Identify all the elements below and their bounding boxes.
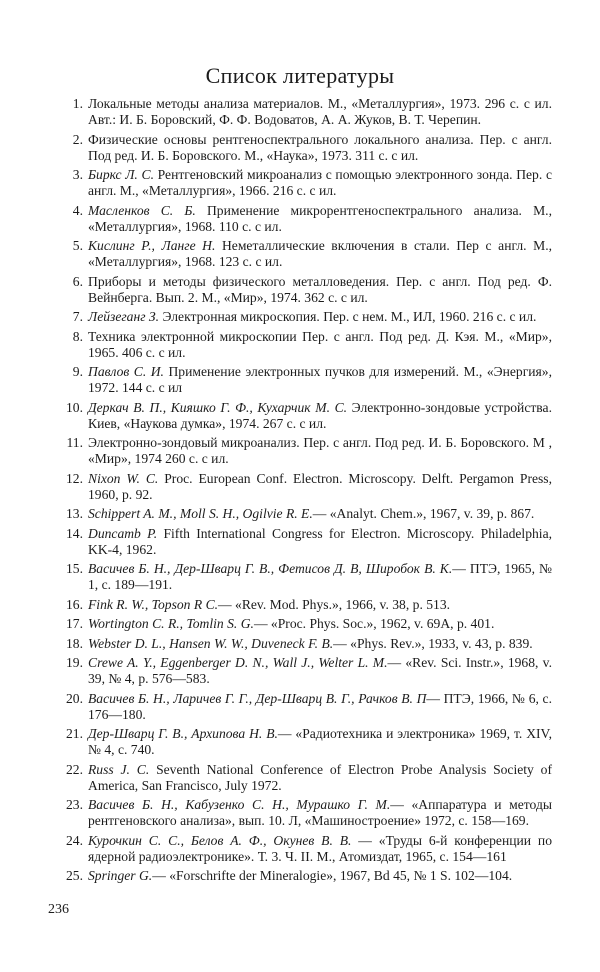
reference-authors: Биркс Л. С. [88, 167, 154, 182]
reference-text [88, 309, 552, 325]
reference-description: Proc. European Conf. Electron. Microscopy. Delft. Pergamon Press, 1960, p. 92. [88, 470, 552, 502]
reference-description: Локальные методы анализа материалов. М., «Металлургия», 1973. 296 с. с ил. Авт.: И. Б. Боровский, Ф. Ф. Водоватов, А. А. Жуков, В. Т. Черепин. [88, 96, 552, 127]
reference-number: 18. [66, 635, 83, 651]
reference-number: 3. [72, 167, 83, 182]
reference-item [54, 435, 552, 467]
reference-item [54, 506, 552, 522]
reference-number: 13. [66, 506, 83, 521]
reference-item [54, 329, 552, 361]
reference-item [54, 597, 552, 613]
reference-authors: Springer G. [88, 868, 153, 883]
reference-number: 14. [66, 525, 83, 541]
reference-text [88, 167, 552, 199]
reference-item [54, 797, 552, 829]
reference-authors: Павлов С. И. [88, 364, 164, 379]
reference-description: — «Rev. Sci. Instr.», 1968, v. 39, № 4, p. 576—583. [88, 655, 552, 686]
reference-authors: Кислинг Р., Ланге Н. [88, 238, 216, 253]
reference-description: — «Rev. Mod. Phys.», 1966, v. 38, p. 513. [218, 596, 451, 612]
reference-text [88, 238, 552, 270]
reference-number: 12. [66, 470, 83, 486]
reference-text [88, 762, 552, 794]
reference-text [88, 506, 552, 522]
reference-text [88, 833, 552, 865]
reference-authors: Масленков С. Б. [88, 202, 196, 218]
reference-description: — «Analyt. Chem.», 1967, v. 39, p. 867. [312, 506, 535, 521]
reference-text [88, 868, 552, 884]
reference-list [54, 96, 552, 888]
reference-text [88, 435, 552, 467]
reference-authors: Webster D. L., Hansen W. W., Duveneck F. B. [88, 635, 334, 651]
reference-text [88, 364, 552, 396]
reference-text [88, 616, 552, 632]
reference-item [54, 616, 552, 632]
reference-number: 16. [66, 596, 83, 612]
reference-item [54, 96, 552, 128]
reference-number: 9. [72, 364, 83, 379]
reference-item [54, 364, 552, 396]
reference-text [88, 471, 552, 503]
reference-number: 2. [72, 131, 83, 147]
reference-number: 21. [66, 726, 83, 741]
reference-item [54, 132, 552, 164]
reference-number: 8. [72, 328, 83, 344]
reference-authors: Fink R. W., Topson R C. [88, 596, 219, 612]
reference-description: — «Радиотехника и электроника» 1969, т. XIV, № 4, с. 740. [88, 726, 552, 757]
reference-number: 7. [72, 309, 83, 324]
reference-description: — «Proc. Phys. Soc.», 1962, v. 69A, p. 401. [253, 616, 495, 631]
reference-number: 20. [66, 690, 83, 706]
reference-item [54, 655, 552, 687]
reference-description: Электронная микроскопия. Пер. с нем. М., ИЛ, 1960. 216 с. с ил. [159, 309, 537, 324]
reference-description: Электронно-зондовые устройства. Киев, «Наукова думка», 1974. 267 с. с ил. [88, 399, 552, 431]
reference-number: 10. [66, 399, 83, 415]
reference-authors: Schippert A. M., Moll S. H., Ogilvie R. E. [88, 506, 313, 521]
reference-text [88, 96, 552, 128]
reference-description: — «Труды 6-й конференции по ядерной радиоэлектронике». Т. 3. Ч. II. М., Атомиздат, 1965, с. 154—161 [88, 832, 552, 864]
reference-item [54, 238, 552, 270]
reference-item [54, 636, 552, 652]
reference-number: 17. [66, 616, 83, 631]
reference-description: Применение микрорентгеноспектрального анализа. М., «Металлургия», 1968. 110 с. с ил. [88, 202, 552, 234]
reference-authors: Russ J. C. [88, 761, 150, 777]
reference-description: Неметаллические включения в стали. Пер с англ. М., «Металлургия», 1968. 123 с. с ил. [88, 238, 552, 269]
reference-number: 15. [66, 561, 83, 576]
page-number: 236 [48, 902, 69, 917]
reference-description: — ПТЭ, 1965, № 1, с. 189—191. [88, 561, 552, 592]
reference-text [88, 726, 552, 758]
reference-authors: Duncamb P. [88, 525, 158, 541]
reference-authors: Crewe A. Y., Eggenberger D. N., Wall J., Welter L. M. [88, 655, 388, 670]
reference-authors: Лейзеганг З. [88, 309, 160, 324]
reference-number: 24. [66, 832, 83, 848]
reference-number: 5. [72, 238, 83, 253]
reference-item [54, 471, 552, 503]
reference-description: Fifth International Congress for Electron. Microscopy. Philadelphia, KK-4, 1962. [88, 525, 553, 557]
reference-number: 11. [66, 435, 83, 450]
reference-description: Приборы и методы физического металловедения. Пер. с англ. Под ред. Ф. Вейнберга. Вып. 2. М., «Мир», 1974. 362 с. с ил. [88, 273, 552, 305]
reference-number: 23. [66, 797, 83, 812]
reference-authors: Курочкин С. С., Белов А. Ф., Окунев В. В. [88, 832, 352, 848]
reference-text [88, 400, 552, 432]
reference-text [88, 329, 552, 361]
reference-text [88, 655, 552, 687]
reference-text [88, 132, 552, 164]
reference-authors: Васичев Б. Н., Дер-Шварц Г. В., Фетисов Д. В, Широбок В. К. [88, 561, 453, 576]
reference-item [54, 309, 552, 325]
reference-description: — «Аппаратура и методы рентгеновского анализа», вып. 10. Л, «Машиностроение» 1972, с. 158—169. [88, 797, 552, 828]
reference-text [88, 691, 552, 723]
reference-item [54, 762, 552, 794]
reference-text [88, 274, 552, 306]
reference-item [54, 167, 552, 199]
reference-number: 25. [66, 868, 83, 883]
reference-item [54, 400, 552, 432]
reference-item [54, 203, 552, 235]
reference-item [54, 726, 552, 758]
reference-description: — «Forschrifte der Mineralogie», 1967, Bd 45, № 1 S. 102—104. [152, 868, 513, 883]
reference-number: 1. [72, 96, 83, 111]
reference-authors: Дер-Шварц Г. В., Архипова Н. В. [88, 726, 278, 741]
reference-text [88, 526, 552, 558]
reference-description: Техника электронной микроскопии Пер. с англ. Под ред. Д. Кэя. М., «Мир», 1965. 406 с. с ил. [88, 328, 552, 360]
reference-text [88, 597, 552, 613]
reference-number: 22. [66, 761, 83, 777]
reference-description: Электронно-зондовый микроанализ. Пер. с англ. Под ред. И. Б. Боровского. М , «Мир», 1974 260 с. с ил. [88, 435, 552, 466]
reference-authors: Васичев Б. Н., Ларичев Г. Г., Дер-Шварц В. Г., Рачков В. П [88, 690, 427, 706]
reference-item [54, 274, 552, 306]
reference-description: Физические основы рентгеноспектрального локального анализа. Пер. с англ. Под ред. И. Б. Боровского. М., «Наука», 1973. 311 с. с ил. [88, 131, 552, 163]
reference-authors: Wortington C. R., Tomlin S. G. [88, 616, 254, 631]
reference-number: 19. [66, 655, 83, 670]
reference-text [88, 203, 552, 235]
reference-text [88, 561, 552, 593]
reference-description: — ПТЭ, 1966, № 6, с. 176—180. [88, 690, 552, 722]
reference-description: Применение электронных пучков для измерений. М., «Энергия», 1972. 144 с. с ил [88, 364, 552, 395]
reference-description: Seventh National Conference of Electron Probe Analysis Society of America, San Francisco, July 1972. [88, 761, 553, 793]
reference-authors: Васичев Б. Н., Кабузенко С. Н., Мурашко Г. М. [88, 797, 391, 812]
reference-item [54, 526, 552, 558]
reference-text [88, 636, 552, 652]
reference-item [54, 833, 552, 865]
page-title: Список литературы [205, 63, 395, 88]
reference-text [88, 797, 552, 829]
reference-authors: Деркач В. П., Кияшко Г. Ф., Кухарчик М. С. [88, 399, 348, 415]
reference-item [54, 868, 552, 884]
reference-number: 4. [72, 202, 83, 218]
reference-number: 6. [72, 273, 83, 289]
reference-description: — «Phys. Rev.», 1933, v. 43, p. 839. [333, 635, 533, 651]
reference-description: Рентгеновский микроанализ с помощью электронного зонда. Пер. с англ. М., «Металлургия», 1966. 216 с. с ил. [88, 167, 552, 198]
reference-authors: Nixon W. C. [88, 470, 159, 486]
reference-item [54, 691, 552, 723]
reference-item [54, 561, 552, 593]
